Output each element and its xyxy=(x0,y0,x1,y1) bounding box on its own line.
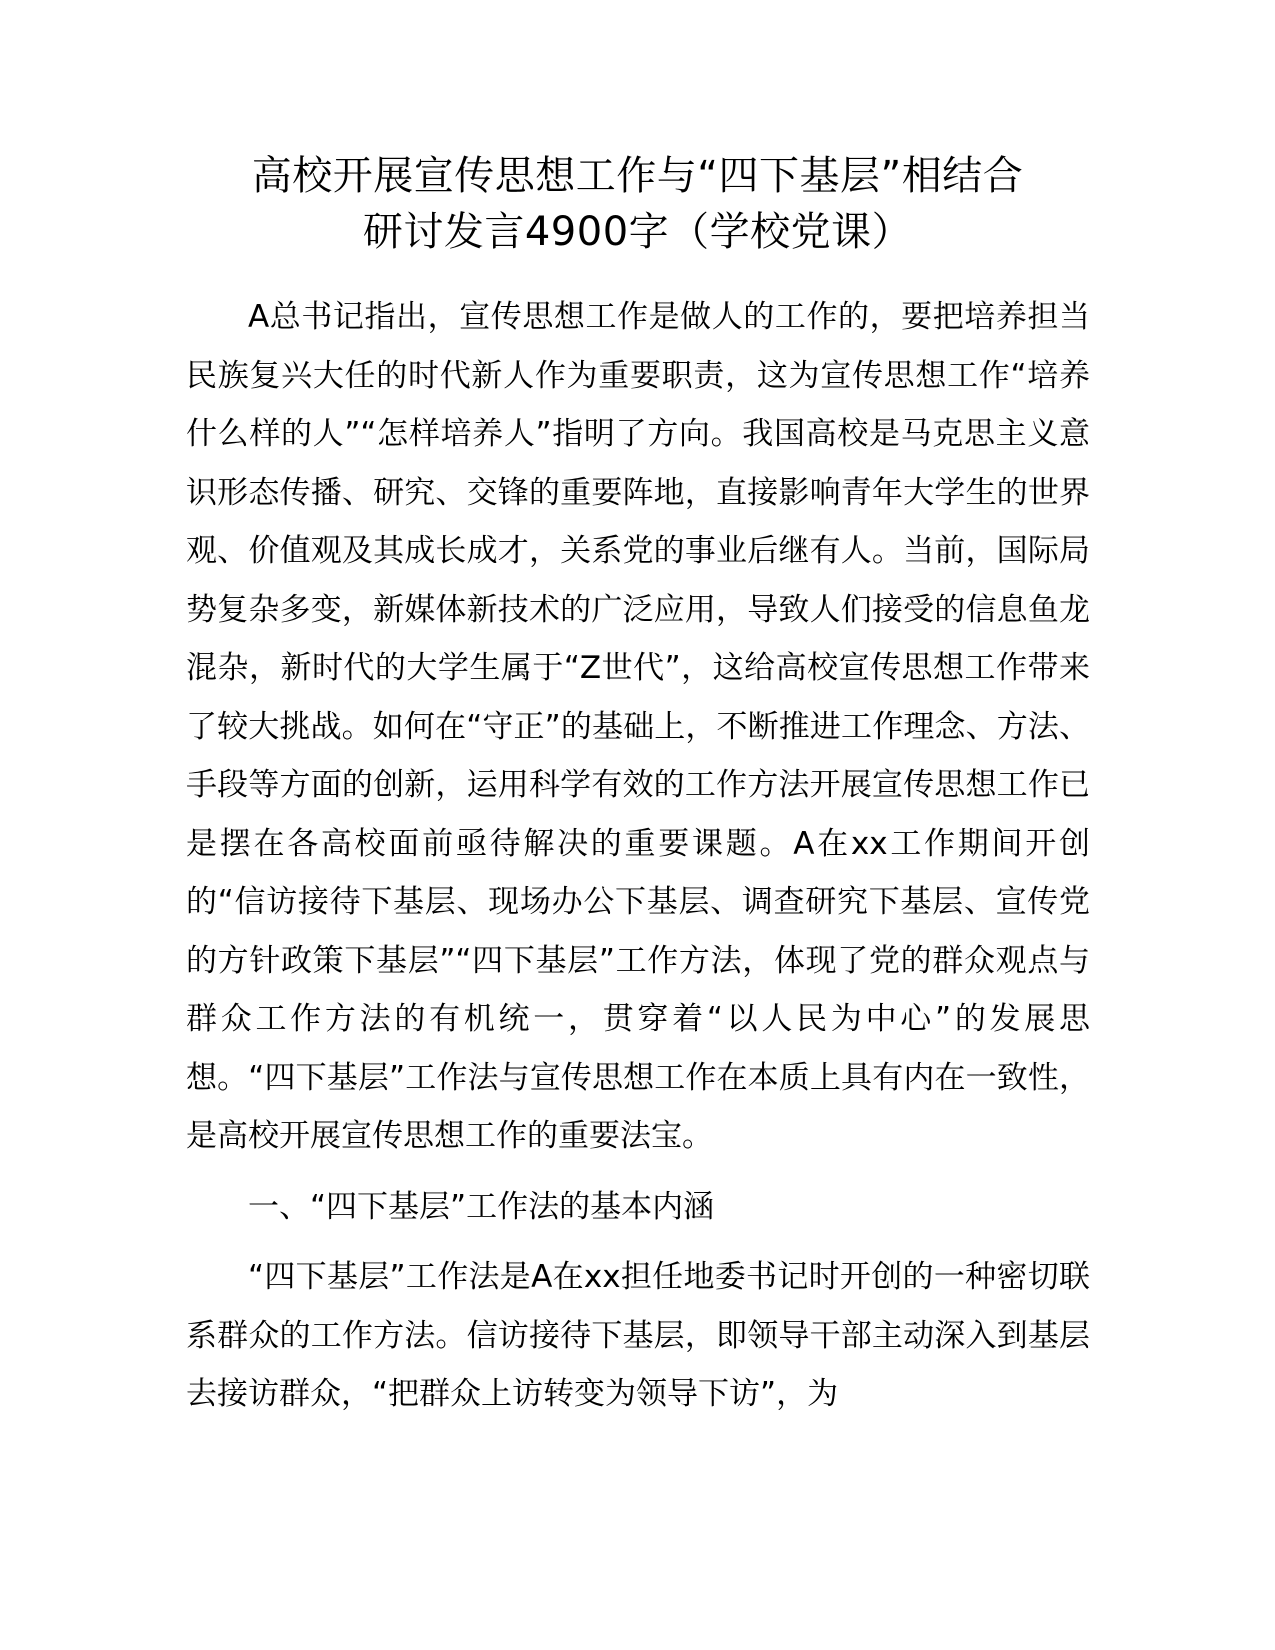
document-body xyxy=(186,288,1090,1424)
paragraph-section-1: “四下基层”工作法是A在xx担任地委书记时开创的一种密切联系群众的工作方法。信访接待下基层，即领导干部主动深入到基层去接访群众，“把群众上访转变为领导下访”，为 xyxy=(186,1259,1090,1412)
paragraph-intro: A总书记指出，宣传思想工作是做人的工作的，要把培养担当民族复兴大任的时代新人作为重要职责，这为宣传思想工作“培养什么样的人”“怎样培养人”指明了方向。我国高校是马克思主义意识形态传播、研究、交锋的重要阵地，直接影响青年大学生的世界观、价值观及其成长成才，关系党的事业后继有人。当前，国际局势复杂多变，新媒体新技术的广泛应用，导致人们接受的信息鱼龙混杂，新时代的大学生属于“Z世代”，这给高校宣传思想工作带来了较大挑战。如何在“守正”的基础上，不断推进工作理念、方法、手段等方面的创新，运用科学有效的工作方法开展宣传思想工作已是摆在各高校面前亟待解决的重要课题。A在xx工作期间开创的“信访接待下基层、现场办公下基层、调查研究下基层、宣传党的方针政策下基层”“四下基层”工作方法，体现了党的群众观点与群众工作方法的有机统一，贯穿着“以人民为中心”的发展思想。“四下基层”工作法与宣传思想工作在本质上具有内在一致性，是高校开展宣传思想工作的重要法宝。 xyxy=(186,299,1090,1154)
section-heading: 一、“四下基层”工作法的基本内涵 xyxy=(248,1188,715,1225)
document-title xyxy=(150,148,1125,260)
title-line-1: 高校开展宣传思想工作与“四下基层”相结合 xyxy=(251,153,1024,199)
title-line-2: 研讨发言4900字（学校党课） xyxy=(362,209,913,255)
